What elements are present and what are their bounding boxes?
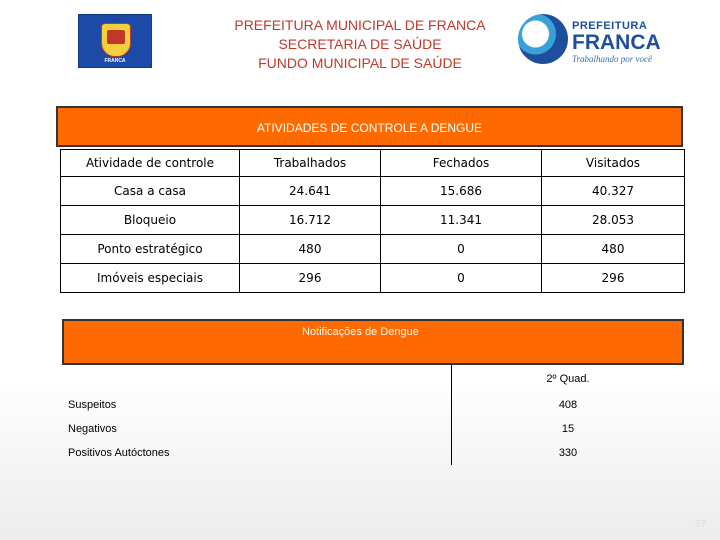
section1-title-bar <box>56 106 683 147</box>
cell: 16.712 <box>240 206 381 235</box>
column-header: Visitados <box>542 150 685 177</box>
cell: 28.053 <box>542 206 685 235</box>
cell: Negativos <box>68 423 117 435</box>
city-flag-logo <box>78 14 152 68</box>
cell: 408 <box>452 393 685 417</box>
logo-circle-icon <box>518 14 568 64</box>
dengue-notifications-table <box>62 365 684 465</box>
coat-of-arms-icon <box>101 23 131 57</box>
empty-cell <box>62 365 452 393</box>
section2-title-bar <box>62 319 684 365</box>
section2-title: Notificações de Dengue <box>302 326 419 338</box>
control-activities-table <box>60 149 685 293</box>
logo-line-2: FRANCA <box>572 31 661 54</box>
cell: 0 <box>381 235 542 264</box>
header-line-1: PREFEITURA MUNICIPAL DE FRANCA <box>234 17 486 33</box>
cell: 11.341 <box>381 206 542 235</box>
table-row <box>61 177 685 206</box>
cell: 296 <box>542 264 685 293</box>
column-header: 2º Quad. <box>452 365 685 393</box>
section1-title: ATIVIDADES DE CONTROLE A DENGUE <box>256 121 483 135</box>
table-row <box>61 264 685 293</box>
page-number: 37 <box>694 519 706 530</box>
cell: Bloqueio <box>61 206 240 235</box>
cell: 0 <box>381 264 542 293</box>
column-header: Fechados <box>381 150 542 177</box>
cell: 40.327 <box>542 177 685 206</box>
table-row <box>62 417 684 441</box>
table-row <box>62 441 684 465</box>
table-row <box>61 235 685 264</box>
cell: 296 <box>240 264 381 293</box>
flag-label: FRANCA <box>104 58 126 64</box>
table-row <box>62 393 684 417</box>
logo-line-1: PREFEITURA <box>572 20 648 32</box>
table-row <box>61 206 685 235</box>
cell: 330 <box>452 441 685 465</box>
logo-slogan: Trabalhando por você <box>572 54 652 64</box>
cell: 15.686 <box>381 177 542 206</box>
cell: Imóveis especiais <box>61 264 240 293</box>
table-header-row <box>61 150 685 177</box>
cell: Ponto estratégico <box>61 235 240 264</box>
cell: Casa a casa <box>61 177 240 206</box>
cell: 480 <box>240 235 381 264</box>
cell: 15 <box>452 417 685 441</box>
cell: Positivos Autóctones <box>68 447 170 459</box>
header-line-2: SECRETARIA DE SAÚDE <box>278 36 442 52</box>
cell: 480 <box>542 235 685 264</box>
column-header: Trabalhados <box>240 150 381 177</box>
cell: 24.641 <box>240 177 381 206</box>
column-header: Atividade de controle <box>61 150 240 177</box>
table-header-row <box>62 365 684 393</box>
page-header <box>200 16 520 73</box>
header-line-3: FUNDO MUNICIPAL DE SAÚDE <box>258 55 462 71</box>
cell: Suspeitos <box>68 399 117 411</box>
prefeitura-logo <box>518 14 668 66</box>
